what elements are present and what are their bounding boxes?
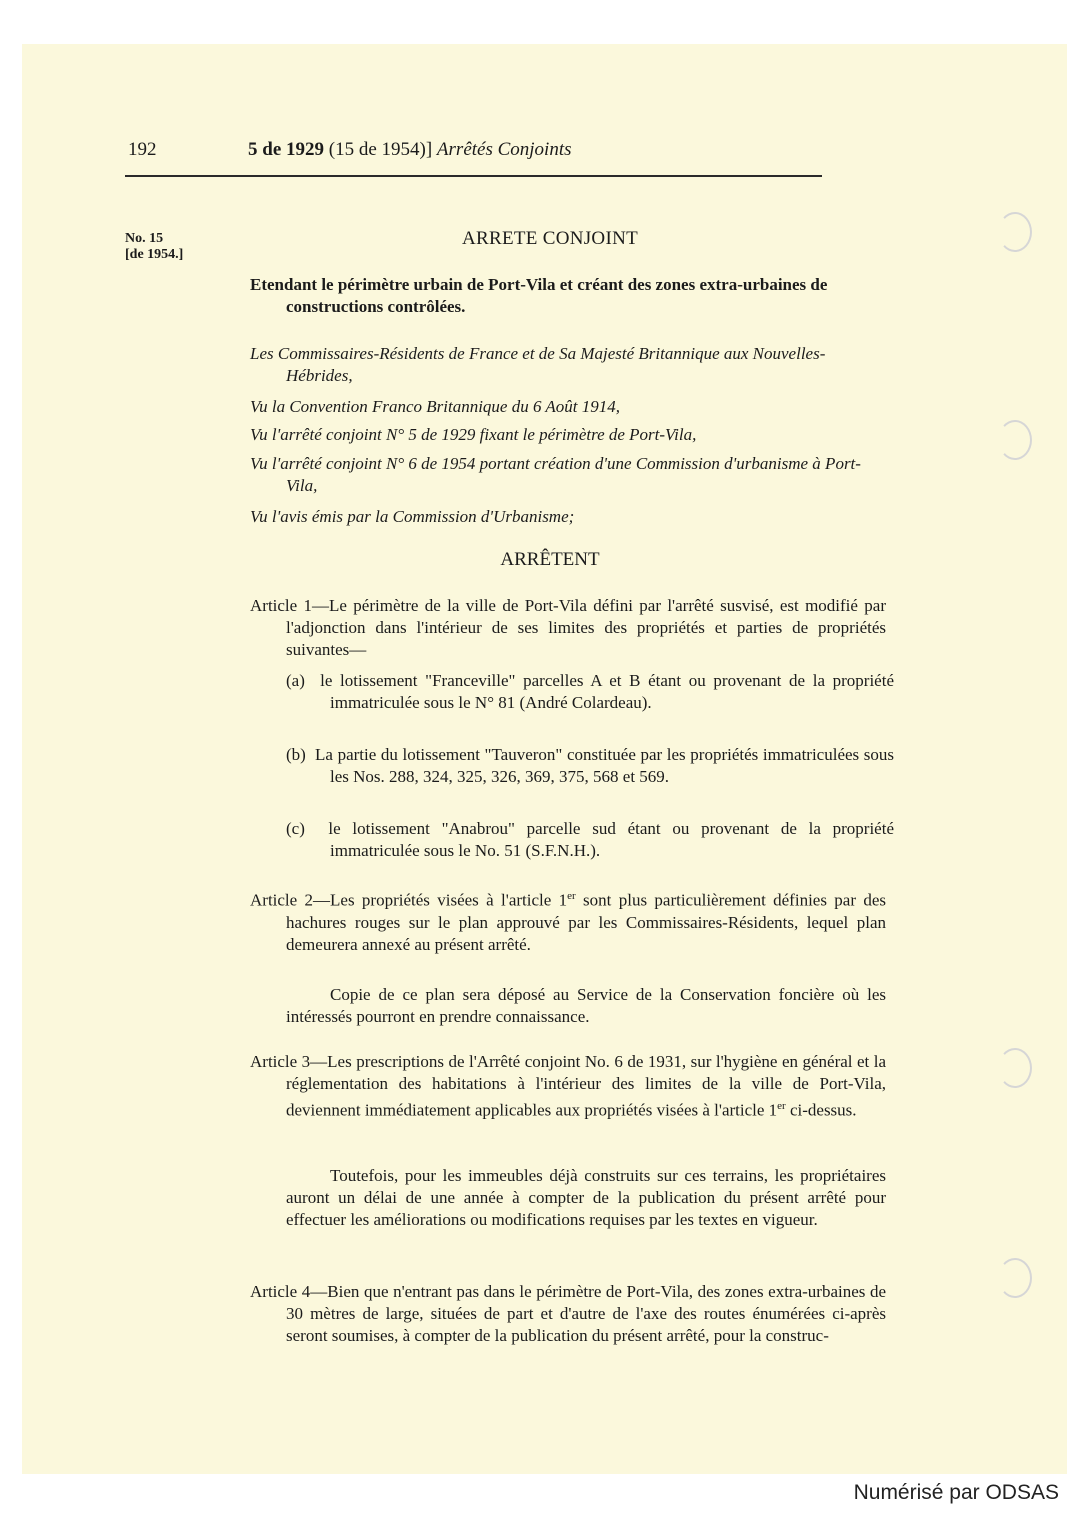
prelude-line: Vu l'avis émis par la Commission d'Urbanisme; xyxy=(250,507,575,526)
page-number: 192 xyxy=(128,139,157,160)
digitization-credit: Numérisé par ODSAS xyxy=(853,1481,1059,1504)
article-4: Article 4—Bien que n'entrant pas dans le périmètre de Port-Vila, des zones extra-urbaines de 30 mètres de large, situées de part et d'autre de l'axe des routes énumérées ci-après seront soumises, à compter de la publication du présent arrêté, pour la construc- xyxy=(250,1282,886,1345)
article-1-item-c: (c) le lotissement "Anabrou" parcelle sud étant ou provenant de la propriété immatriculée sous le No. 51 (S.F.N.H.). xyxy=(286,819,894,860)
binder-hole xyxy=(998,212,1032,252)
document-subtitle xyxy=(250,274,850,318)
article-3-text-a: Article 3—Les prescriptions de l'Arrêté conjoint No. 6 de 1931, sur l'hygiène en général et la réglementation des habitations à l'intérieur des limites de la ville de Port-Vila, deviennent immédiatement applicables aux propriétés visées à l'article 1 xyxy=(250,1052,886,1120)
article-2-sup: er xyxy=(567,890,576,902)
article-1: Article 1—Le périmètre de la ville de Port-Vila défini par l'arrêté susvisé, est modifié par l'adjonction dans l'intérieur de ses limites des propriétés et parties de propriétés suivantes— xyxy=(250,596,886,659)
arretent-heading: ARRÊTENT xyxy=(500,549,600,570)
article-3 xyxy=(250,1051,886,1122)
binder-hole xyxy=(998,420,1032,460)
prelude-line: Vu l'arrêté conjoint N° 5 de 1929 fixant le périmètre de Port-Vila, xyxy=(250,425,697,444)
margin-note-line2: [de 1954.] xyxy=(125,247,184,262)
margin-note-line1: No. 15 xyxy=(125,231,164,246)
header-ref-bold: 5 de 1929 xyxy=(248,139,324,160)
article-3-text-b: ci-dessus. xyxy=(785,1100,857,1120)
document-title: ARRETE CONJOINT xyxy=(461,228,639,249)
article-1-item-a: (a) le lotissement "Franceville" parcelles A et B étant ou provenant de la propriété immatriculée sous le N° 81 (André Colardeau). xyxy=(286,671,894,712)
binder-hole xyxy=(998,1048,1032,1088)
binder-hole xyxy=(998,1258,1032,1298)
prelude-line: Vu la Convention Franco Britannique du 6 Août 1914, xyxy=(250,397,621,416)
article-3-sup: er xyxy=(777,1100,786,1112)
article-2-text-b: sont plus particulièrement définies par des hachures rouges sur le plan approuvé par les Commissaires-Résidents, lequel plan demeurera annexé au présent arrêté. xyxy=(286,890,887,954)
header-ref-italic: Arrêtés Conjoints xyxy=(436,139,572,160)
article-1-item-b: (b) La partie du lotissement "Tauveron" constituée par les propriétés immatriculées sous les Nos. 288, 324, 325, 326, 369, 375, 568 et 569. xyxy=(286,745,894,786)
article-3-paragraph-2: Toutefois, pour les immeubles déjà construits sur ces terrains, les propriétaires auront un délai de une année à compter de la publication du présent arrêté pour effectuer les améliorations ou modifications requises par les textes en vigueur. xyxy=(286,1166,886,1229)
prelude-line: Les Commissaires-Résidents de France et de Sa Majesté Britannique aux Nouvelles-Hébrides, xyxy=(250,344,826,385)
running-header xyxy=(248,139,572,161)
article-2-text-a: Article 2—Les propriétés visées à l'article 1 xyxy=(250,890,568,910)
prelude-line: Vu l'arrêté conjoint N° 6 de 1954 portant création d'une Commission d'urbanisme à Port-Vila, xyxy=(250,454,861,495)
header-ref-normal: (15 de 1954)] xyxy=(324,139,437,160)
header-rule xyxy=(125,175,822,177)
margin-note xyxy=(125,231,183,263)
article-2-paragraph-2: Copie de ce plan sera déposé au Service de la Conservation foncière où les intéressés pourront en prendre connaissance. xyxy=(286,985,886,1026)
article-2 xyxy=(250,885,886,956)
subtitle-text: Etendant le périmètre urbain de Port-Vila et créant des zones extra-urbaines de constructions contrôlées. xyxy=(250,275,828,316)
